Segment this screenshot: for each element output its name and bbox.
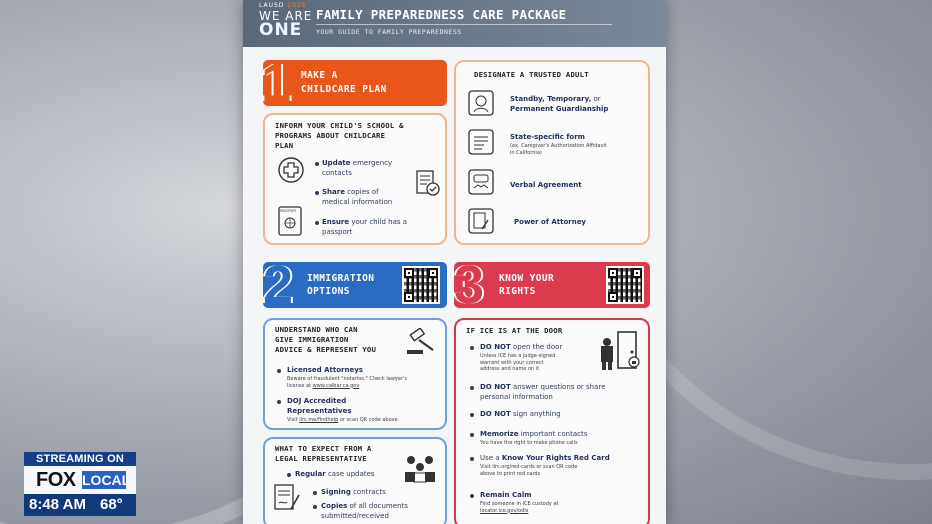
bullet-dot <box>313 505 317 509</box>
section2-number: 2 <box>263 255 294 315</box>
section2-label <box>307 273 374 298</box>
bullet-dot <box>470 457 474 461</box>
legal-rep-head-line1: WHAT TO EXPECT FROM A <box>275 444 372 453</box>
ice-item-6-bold: Remain Calm <box>480 491 532 499</box>
legal-rep-bullet-3-line2: submitted/received <box>321 512 389 520</box>
bullet-dot <box>277 369 281 373</box>
ice-item-2-line2: personal information <box>480 393 553 401</box>
childcare-bullet-1 <box>322 158 392 178</box>
trusted-item-1-rest: or <box>591 95 601 103</box>
childcare-bullet-2-line2: medical information <box>322 198 393 206</box>
bullet-dot <box>470 413 474 417</box>
contract-signing-icon <box>273 483 301 513</box>
handshake-icon <box>468 169 494 195</box>
childcare-bullet-2-rest: copies of <box>344 188 379 196</box>
ice-item-5-fine <box>480 464 577 477</box>
officer-at-door-icon <box>598 330 642 372</box>
childcare-head-line1: INFORM YOUR CHILD'S SCHOOL & <box>275 121 404 130</box>
poster-title: FAMILY PREPAREDNESS CARE PACKAGE <box>316 7 567 22</box>
preparedness-poster <box>243 0 666 524</box>
legal-rep-bullet-2-bold: Signing <box>321 488 351 496</box>
ice-item-1-fine2: warrant with your correct <box>480 359 544 366</box>
advice-item-2-fine-b: or scan QR code above <box>338 417 398 423</box>
ice-item-1-fine <box>480 353 555 373</box>
ice-item-1-rest: open the door <box>510 343 563 351</box>
poster-header <box>243 0 666 47</box>
childcare-card-heading <box>275 121 404 151</box>
advice-head-line2: GIVE IMMIGRATION <box>275 335 349 344</box>
trusted-item-4-title: Power of Attorney <box>514 218 586 226</box>
ice-item-3 <box>480 409 561 419</box>
childcare-bullet-3-rest: your child has a <box>349 218 408 226</box>
guardianship-icon <box>468 90 494 116</box>
ice-item-2-rest: answer questions or share <box>510 383 606 391</box>
trusted-item-1-line2: Permanent Guardianship <box>510 105 609 113</box>
childcare-bullet-2 <box>322 187 392 207</box>
legal-rep-bullet-2 <box>321 487 386 497</box>
immigration-qr-code[interactable] <box>402 266 440 304</box>
ice-item-6-fine1: Find someone in ICE custody at <box>480 501 559 507</box>
ice-item-4 <box>480 429 587 439</box>
section1-label-line1: MAKE A <box>301 70 338 81</box>
ice-item-5-pre: Use a <box>480 454 502 462</box>
fox-local-bug <box>24 452 136 518</box>
legal-rep-bullet-1-bold: Regular <box>295 470 326 478</box>
section2-label-line1: IMMIGRATION <box>307 273 375 284</box>
ice-item-5-bold: Know Your Rights Red Card <box>501 454 610 462</box>
childcare-card <box>263 113 447 245</box>
ice-item-1 <box>480 342 562 352</box>
trusted-item-3 <box>510 180 582 190</box>
legal-rep-bullet-3-bold: Copies <box>321 502 348 510</box>
trusted-item-2-fine <box>510 143 607 156</box>
bullet-dot <box>470 433 474 437</box>
lausd-logo <box>259 3 312 39</box>
trusted-item-3-title: Verbal Agreement <box>510 181 582 189</box>
section3-label <box>499 273 554 298</box>
passport-label: PASSPORT <box>280 209 297 213</box>
immigration-advice-heading <box>275 325 376 355</box>
ice-item-5-fine1: Visit ilrc.org/red-cards or scan QR code <box>480 464 578 470</box>
legal-rep-bullet-2-rest: contracts <box>350 488 386 496</box>
ice-locator-link[interactable]: locator.ice.gov/odls <box>480 507 529 514</box>
advice-item-2-fine <box>287 417 398 424</box>
section1-label <box>301 70 387 96</box>
bullet-dot <box>315 191 319 195</box>
advice-item-1-title <box>287 365 363 375</box>
trusted-item-1 <box>510 94 608 114</box>
ice-item-1-fine3: address and name on it <box>480 366 540 372</box>
childcare-bullet-3-bold: Ensure <box>322 218 350 226</box>
ice-item-5-fine2: above to print red cards <box>480 470 541 477</box>
advice-item-1-fine <box>287 376 407 389</box>
temperature: 68° <box>100 496 123 513</box>
bullet-dot <box>287 473 291 477</box>
advice-head-line3: ADVICE & REPRESENT YOU <box>275 345 377 354</box>
ice-item-2 <box>480 382 605 402</box>
advice-head-line1: UNDERSTAND WHO CAN <box>275 325 358 334</box>
childcare-bullet-1-line2: contacts <box>322 169 352 177</box>
ice-door-heading: IF ICE IS AT THE DOOR <box>466 326 563 335</box>
form-document-icon <box>468 129 494 155</box>
logo-line1: WE ARE <box>259 9 313 23</box>
bullet-dot <box>470 494 474 498</box>
legal-rep-bullet-1-rest: case updates <box>325 470 375 478</box>
trusted-adult-heading: DESIGNATE A TRUSTED ADULT <box>474 70 589 79</box>
legal-rep-head-line2: LEGAL REPRESENTATIVE <box>275 454 367 463</box>
childcare-head-line2: PROGRAMS ABOUT CHILDCARE <box>275 131 386 140</box>
immigration-advice-card <box>263 318 447 430</box>
ice-door-card <box>454 318 650 524</box>
childcare-bullet-3 <box>322 217 407 237</box>
advice-item-2-fine-a: Visit <box>287 417 300 423</box>
poster-subtitle: YOUR GUIDE TO FAMILY PREPAREDNESS <box>316 28 462 36</box>
clock-time: 8:48 AM <box>29 496 86 513</box>
childcare-bullet-2-bold: Share <box>322 188 345 196</box>
fox-brand-text: FOX <box>36 469 76 491</box>
medical-cross-icon <box>276 155 306 185</box>
bullet-dot <box>315 221 319 225</box>
calbar-link[interactable]: www.calbar.ca.gov <box>312 382 360 389</box>
advice-item-2-title1: DOJ Accredited <box>287 397 347 405</box>
ice-item-3-bold: DO NOT <box>480 410 511 418</box>
logo-line2: ONE <box>259 20 303 40</box>
ice-item-2-bold: DO NOT <box>480 383 511 391</box>
bullet-dot <box>315 162 319 166</box>
ice-item-4-bold: Memorize <box>480 430 519 438</box>
ice-item-6 <box>480 490 532 500</box>
ice-item-4-fine1: You have the right to make phone calls <box>480 440 578 446</box>
logo-year: 2025 <box>287 2 307 9</box>
trusted-item-2 <box>510 132 585 142</box>
bullet-dot <box>313 491 317 495</box>
bullet-dot <box>470 346 474 350</box>
signed-document-icon <box>468 208 494 234</box>
section2-label-line2: OPTIONS <box>307 286 350 297</box>
ice-item-5 <box>480 453 610 463</box>
trusted-item-1-bold: Standby, Temporary, <box>510 95 592 103</box>
section3-label-line1: KNOW YOUR <box>499 273 555 284</box>
childcare-head-line3: PLAN <box>275 141 294 150</box>
advice-item-2-title <box>287 396 352 416</box>
trusted-item-2-title: State-specific form <box>510 133 585 141</box>
childcare-bullet-1-rest: emergency <box>350 159 393 167</box>
trusted-item-2-fine1: (ex. Caregiver's Authorization Affidavit <box>510 143 607 149</box>
bullet-dot <box>277 400 281 404</box>
advice-item-1-fine2a: license at <box>287 382 313 389</box>
ice-item-4-fine <box>480 440 578 447</box>
header-divider <box>316 24 612 25</box>
section1-number: 1 <box>261 53 292 113</box>
legal-rep-heading <box>275 444 371 464</box>
trusted-item-4 <box>514 217 586 227</box>
fox-brand-bar <box>24 466 136 494</box>
ice-item-4-rest: important contacts <box>518 430 588 438</box>
childcare-bullet-3-line2: passport <box>322 228 353 236</box>
bullet-dot <box>470 386 474 390</box>
streaming-label: STREAMING ON <box>24 452 136 466</box>
legal-rep-bullet-3 <box>321 501 408 521</box>
ice-item-1-fine1: Unless ICE has a judge-signed <box>480 353 556 359</box>
meeting-people-icon <box>403 452 437 484</box>
legal-rep-card <box>263 437 447 524</box>
advice-item-1-fine1: Beware of fraudulent "notarios." Check lawyer's <box>287 376 407 382</box>
section1-label-line2: CHILDCARE PLAN <box>301 84 387 95</box>
section3-number: 3 <box>454 255 485 315</box>
passport-icon <box>278 206 302 236</box>
advice-item-2-title2: Representatives <box>287 407 352 415</box>
ice-item-1-bold: DO NOT <box>480 343 511 351</box>
ice-item-3-rest: sign anything <box>510 410 561 418</box>
time-temp-bar <box>24 494 136 516</box>
trusted-adult-card <box>454 60 650 245</box>
ice-item-6-fine <box>480 501 559 514</box>
section3-label-line2: RIGHTS <box>499 286 536 297</box>
rights-qr-code[interactable] <box>606 266 644 304</box>
fox-local-text: LOCAL <box>82 472 131 488</box>
legal-rep-bullet-1 <box>295 469 375 479</box>
advice-item-1-title-text: Licensed Attorneys <box>287 366 363 374</box>
legal-rep-bullet-3-rest: of all documents <box>347 502 408 510</box>
childcare-bullet-1-bold: Update <box>322 159 351 167</box>
trusted-item-2-fine2: in California) <box>510 149 542 156</box>
ilrc-findhelp-link[interactable]: ilrc.me/findhelp <box>299 417 339 423</box>
gavel-icon <box>405 328 439 356</box>
logo-org: LAUSD <box>259 2 285 9</box>
document-check-icon <box>415 169 441 197</box>
